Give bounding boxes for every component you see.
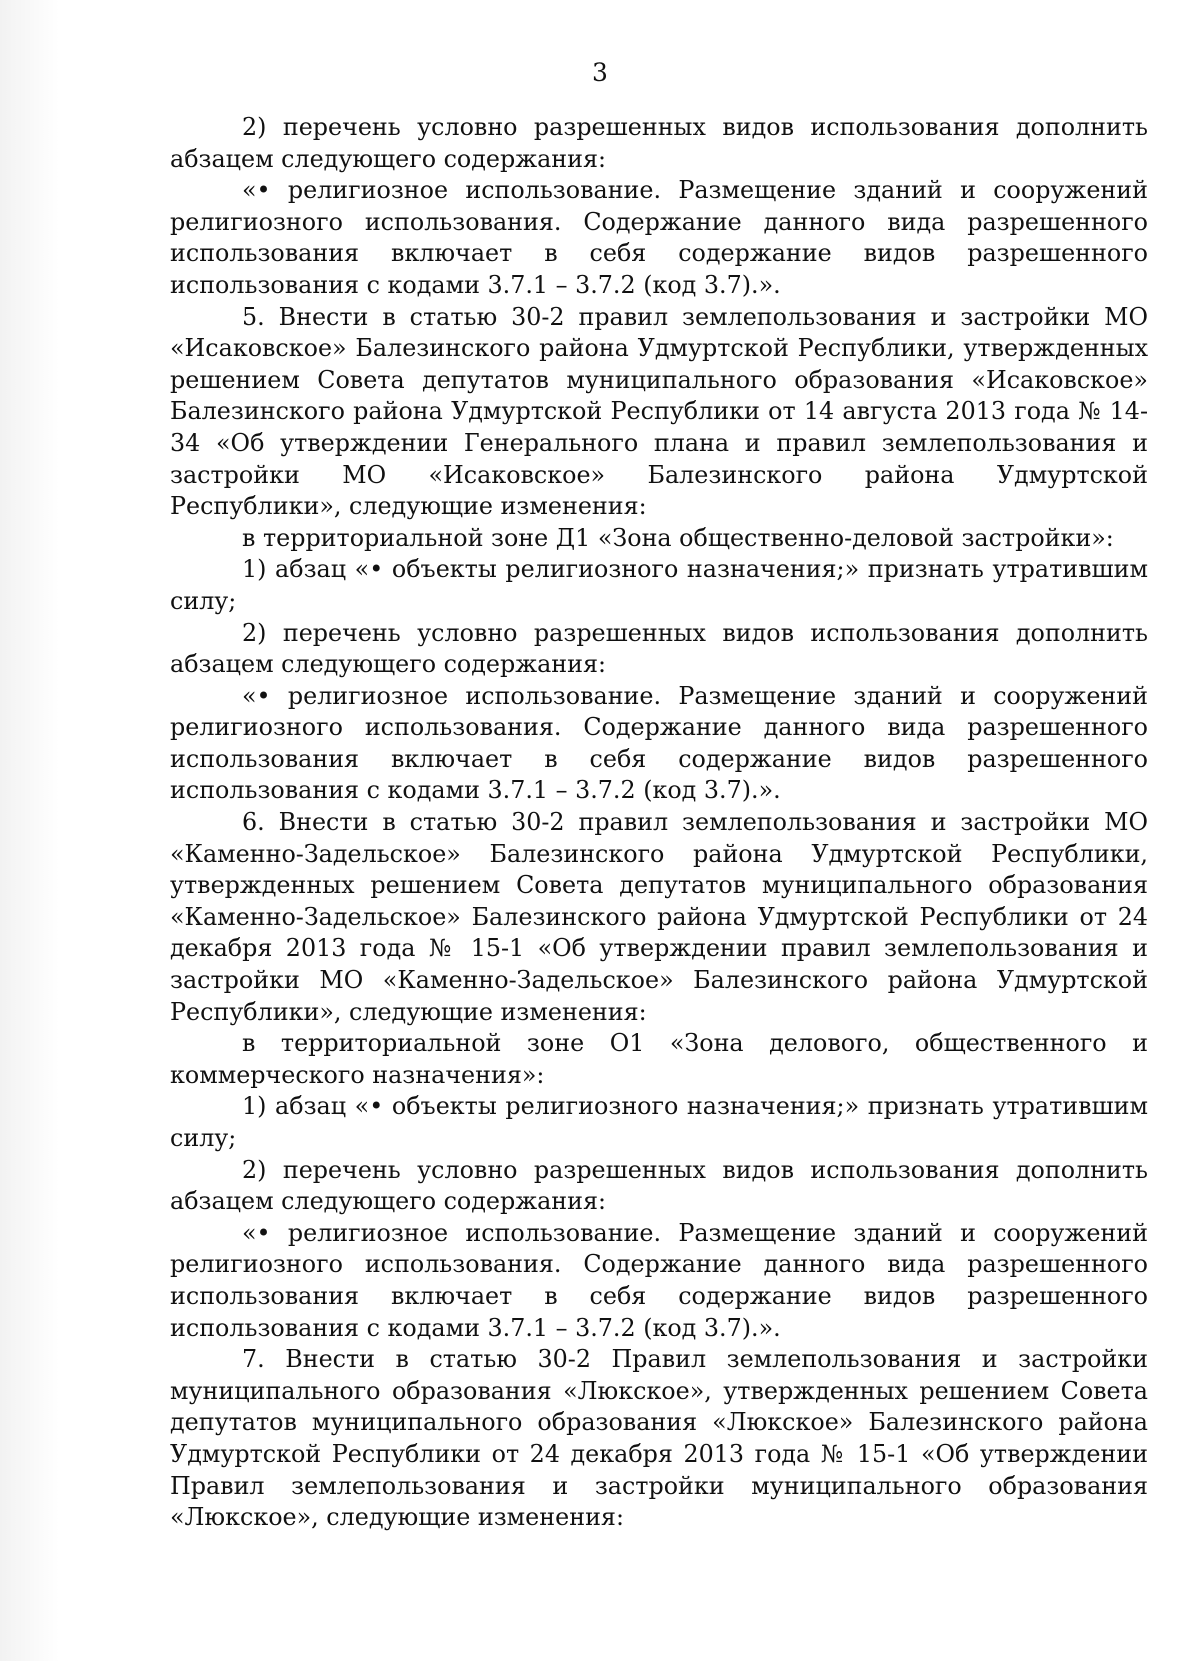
paragraph: 2) перечень условно разрешенных видов использования дополнить абзацем следующего содержания:	[170, 618, 1148, 679]
scan-shadow	[0, 0, 60, 1661]
paragraph: «• религиозное использование. Размещение зданий и сооружений религиозного использования. Содержание данного вида разрешенного использования включает в себя содержание видов разрешенного использования с кодами 3.7.1 – 3.7.2 (код 3.7).».	[170, 681, 1148, 805]
paragraph: 6. Внести в статью 30-2 правил землепользования и застройки МО «Каменно-Задельское» Балезинского района Удмуртской Республики, утвержденных решением Совета депутатов муниципального образования «Каменно-Задельское» Балезинского района Удмуртской Республики от 24 декабря 2013 года № 15-1 «Об утверждении правил землепользования и застройки МО «Каменно-Задельское» Балезинского района Удмуртской Республики», следующие изменения:	[170, 808, 1148, 1026]
paragraph: 2) перечень условно разрешенных видов использования дополнить абзацем следующего содержания:	[170, 113, 1148, 173]
paragraph: «• религиозное использование. Размещение зданий и сооружений религиозного использования. Содержание данного вида разрешенного использования включает в себя содержание видов разрешенного использования с кодами 3.7.1 – 3.7.2 (код 3.7).».	[170, 1218, 1148, 1342]
paragraph: в территориальной зоне Д1 «Зона общественно-деловой застройки»:	[242, 523, 1114, 552]
paragraph: 5. Внести в статью 30-2 правил землепользования и застройки МО «Исаковское» Балезинского района Удмуртской Республики, утвержденных решением Совета депутатов муниципального образования «Исаковское» Балезинского района Удмуртской Республики от 14 августа 2013 года № 14-34 «Об утверждении Генерального плана и правил землепользования и застройки МО «Исаковское» Балезинского района Удмуртской Республики», следующие изменения:	[170, 302, 1148, 521]
paragraph: 7. Внести в статью 30-2 Правил землепользования и застройки муниципального образования «Люкское», утвержденных решением Совета депутатов муниципального образования «Люкское» Балезинского района Удмуртской Республики от 24 декабря 2013 года № 15-1 «Об утверждении Правил землепользования и застройки муниципального образования «Люкское», следующие изменения:	[170, 1345, 1148, 1532]
paragraph: 1) абзац «• объекты религиозного назначения;» признать утратившим силу;	[170, 555, 1148, 615]
paragraph: в территориальной зоне О1 «Зона делового, общественного и коммерческого назначения»:	[170, 1029, 1148, 1089]
paragraph: 2) перечень условно разрешенных видов использования дополнить абзацем следующего содержания:	[170, 1155, 1148, 1216]
paragraph: «• религиозное использование. Размещение зданий и сооружений религиозного использования. Содержание данного вида разрешенного использования включает в себя содержание видов разрешенного использования с кодами 3.7.1 – 3.7.2 (код 3.7).».	[170, 176, 1148, 299]
document-body	[170, 112, 1148, 1534]
paragraph: 1) абзац «• объекты религиозного назначения;» признать утратившим силу;	[170, 1092, 1148, 1152]
page-number: 3	[592, 58, 608, 87]
